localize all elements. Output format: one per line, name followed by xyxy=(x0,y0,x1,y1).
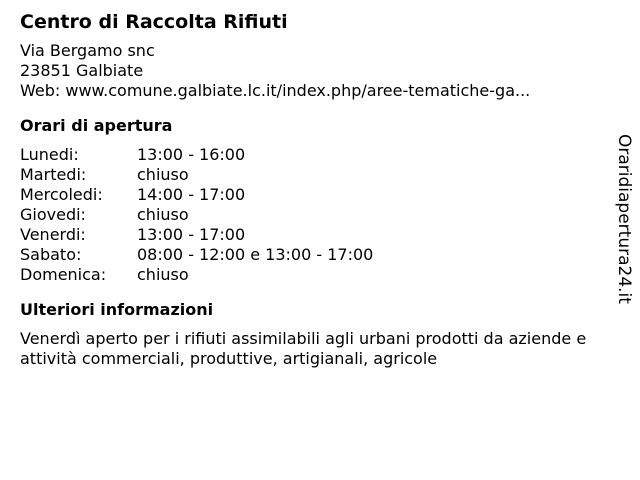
hours-row-mercoledi xyxy=(20,185,600,205)
hours-row-domenica xyxy=(20,265,600,285)
time-value: 08:00 - 12:00 e 13:00 - 17:00 xyxy=(137,245,374,264)
day-label: Martedi: xyxy=(20,165,87,184)
day-label: Lunedi: xyxy=(20,145,79,164)
hours-row-martedi xyxy=(20,165,600,185)
street-address: Via Bergamo snc xyxy=(20,41,155,60)
opening-hours-list xyxy=(20,145,600,285)
time-value: 13:00 - 17:00 xyxy=(137,225,246,244)
day-label: Giovedi: xyxy=(20,205,86,224)
hours-row-sabato xyxy=(20,245,600,265)
additional-info-text: Venerdì aperto per i rifiuti assimilabili agli urbani prodotti da aziende e attività commerciali, produttive, artigianali, agricole xyxy=(20,329,587,368)
time-value: chiuso xyxy=(137,165,189,184)
site-brand-label: Oraridiapertura24.it xyxy=(614,134,634,304)
time-value: 14:00 - 17:00 xyxy=(137,185,246,204)
day-label: Sabato: xyxy=(20,245,82,264)
day-label: Venerdi: xyxy=(20,225,86,244)
time-value: 13:00 - 16:00 xyxy=(137,145,246,164)
opening-hours-heading: Orari di apertura xyxy=(20,116,173,135)
additional-info-heading: Ulteriori informazioni xyxy=(20,300,214,319)
day-label: Mercoledi: xyxy=(20,185,103,204)
store-info-card xyxy=(20,9,600,369)
hours-row-giovedi xyxy=(20,205,600,225)
time-value: chiuso xyxy=(137,265,189,284)
city-address: 23851 Galbiate xyxy=(20,61,144,80)
page-title: Centro di Raccolta Rifiuti xyxy=(20,11,288,33)
hours-row-lunedi xyxy=(20,145,600,165)
time-value: chiuso xyxy=(137,205,189,224)
day-label: Domenica: xyxy=(20,265,107,284)
hours-row-venerdi xyxy=(20,225,600,245)
website-link[interactable]: Web: www.comune.galbiate.lc.it/index.php/aree-tematiche-ga... xyxy=(20,81,531,100)
